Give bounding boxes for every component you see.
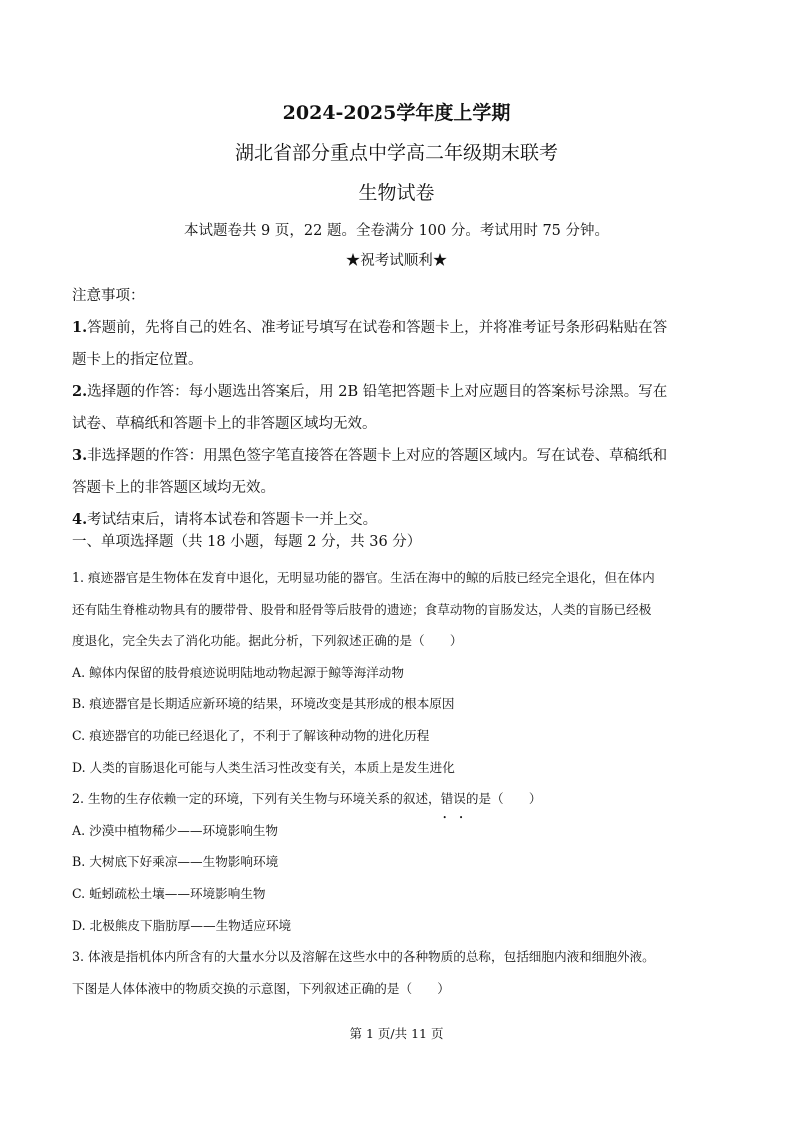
- exam-name: 湖北省部分重点中学高二年级期末联考: [234, 142, 558, 164]
- note-3-cont: 答题卡上的非答题区域均无效。: [72, 480, 275, 496]
- year: 2024-2025: [282, 102, 397, 124]
- note-number: 1.: [72, 319, 88, 336]
- note-text: 选择题的作答：每小题选出答案后，用 2B 铅笔把答题卡上对应题目的答案标号涂黑。写在: [87, 384, 668, 400]
- q1-option-b: B. 痕迹器官是长期适应新环境的结果，环境改变是其形成的根本原因: [72, 696, 455, 712]
- q2-option-b: B. 大树底下好乘凉——生物影响环境: [72, 854, 279, 870]
- q3-stem-line2: 下图是人体体液中的物质交换的示意图，下列叙述正确的是（ ）: [72, 980, 450, 996]
- note-3: [72, 440, 732, 472]
- q1-stem-line3: 度退化，完全失去了消化功能。据此分析，下列叙述正确的是（ ）: [72, 633, 463, 649]
- subject-title: 生物试卷: [358, 182, 435, 204]
- note-number: 4.: [72, 511, 88, 528]
- q2-option-a: A. 沙漠中植物稀少——环境影响生物: [72, 822, 279, 838]
- note-number: 3.: [72, 447, 88, 464]
- q2-option-c: C. 蚯蚓疏松土壤——环境影响生物: [72, 885, 266, 901]
- note-text: 非选择题的作答：用黑色签字笔直接答在答题卡上对应的答题区域内。写在试卷、草稿纸和: [87, 448, 668, 464]
- q2-stem-text: 2. 生物的生存依赖一定的环境，下列有关生物与环境关系的叙述，: [72, 791, 441, 807]
- term: 学年度上学期: [396, 102, 511, 124]
- q2-emphasis: 错误 • •: [441, 791, 466, 806]
- q1-option-d: D. 人类的盲肠退化可能与人类生活习性改变有关，本质上是发生进化: [72, 759, 455, 775]
- note-text: 答题前，先将自己的姓名、准考证号填写在试卷和答题卡上，并将准考证号条形码粘贴在答: [87, 320, 668, 336]
- q2-stem: [72, 783, 732, 815]
- note-1-cont: 题卡上的指定位置。: [72, 352, 203, 368]
- q2-option-d: D. 北极熊皮下脂肪厚——生物适应环境: [72, 917, 292, 933]
- q3-stem-line1: 3. 体液是指机体内所含有的大量水分以及溶解在这些水中的各种物质的总称，包括细胞内液和细胞外液。: [72, 949, 655, 965]
- notes-heading: 注意事项：: [72, 288, 145, 304]
- note-number: 2.: [72, 383, 88, 400]
- section-heading: 一、单项选择题（共 18 小题，每题 2 分，共 36 分）: [72, 534, 422, 550]
- q1-stem-line1: 1. 痕迹器官是生物体在发育中退化，无明显功能的器官。生活在海中的鲸的后肢已经完全退化，但在体内: [72, 570, 655, 585]
- questions-block: [72, 562, 732, 1004]
- note-2-cont: 试卷、草稿纸和答题卡上的非答题区域均无效。: [72, 416, 377, 432]
- q2-stem-end: 的是（ ）: [465, 791, 542, 807]
- notes-block: [72, 280, 732, 536]
- q1-option-c: C. 痕迹器官的功能已经退化了，不利于了解该种动物的进化历程: [72, 727, 430, 743]
- q1-stem-line2: 还有陆生脊椎动物具有的腰带骨、股骨和胫骨等后肢骨的遗迹；食草动物的盲肠发达，人类的盲肠已经极: [72, 601, 652, 617]
- note-text: 考试结束后，请将本试卷和答题卡一并上交。: [87, 512, 378, 528]
- exam-year-title: [0, 98, 793, 125]
- page-footer: 第 1 页/共 11 页: [349, 1026, 444, 1041]
- exam-info: 本试题卷共 9 页，22 题。全卷满分 100 分。考试用时 75 分钟。: [183, 223, 610, 239]
- q1-option-a: A. 鲸体内保留的肢骨痕迹说明陆地动物起源于鲸等海洋动物: [72, 664, 404, 680]
- note-1: [72, 312, 732, 344]
- note-2: [72, 376, 732, 408]
- good-luck-text: ★祝考试顺利★: [345, 253, 448, 269]
